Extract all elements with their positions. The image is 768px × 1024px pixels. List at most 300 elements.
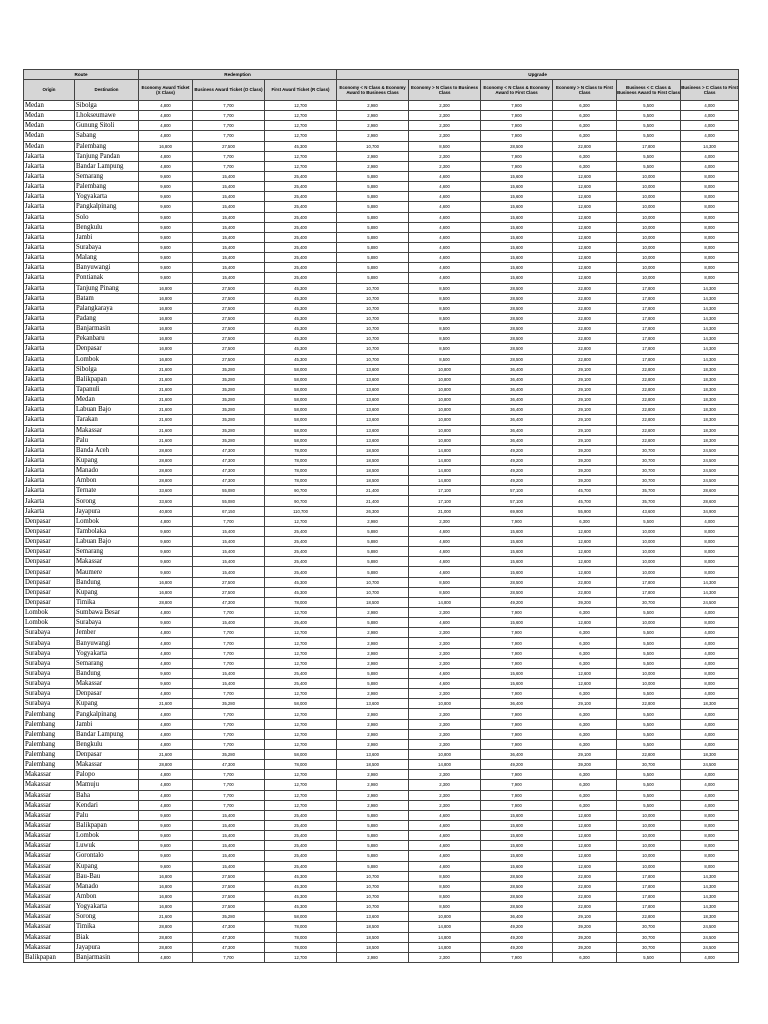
miles-cell: 78,000: [265, 597, 337, 607]
miles-cell: 17,800: [617, 902, 681, 912]
origin-cell: Denpasar: [24, 587, 75, 597]
miles-cell: 4,600: [409, 232, 481, 242]
miles-cell: 22,800: [617, 699, 681, 709]
miles-cell: 4,600: [409, 851, 481, 861]
miles-cell: 21,600: [139, 415, 193, 425]
miles-cell: 12,700: [265, 800, 337, 810]
table-row: [24, 395, 739, 405]
miles-cell: 8,500: [409, 587, 481, 597]
miles-cell: 6,300: [553, 729, 617, 739]
table-row: [24, 212, 739, 222]
miles-cell: 22,800: [617, 912, 681, 922]
destination-cell: Kendari: [75, 800, 139, 810]
miles-cell: 4,800: [139, 719, 193, 729]
miles-cell: 7,700: [193, 800, 265, 810]
miles-cell: 5,500: [617, 131, 681, 141]
miles-cell: 24,500: [681, 466, 739, 476]
miles-cell: 22,800: [553, 577, 617, 587]
table-row: [24, 405, 739, 415]
miles-cell: 14,300: [681, 283, 739, 293]
miles-cell: 45,300: [265, 344, 337, 354]
miles-cell: 12,700: [265, 151, 337, 161]
miles-cell: 12,700: [265, 790, 337, 800]
miles-cell: 15,600: [481, 851, 553, 861]
miles-cell: 13,600: [337, 750, 409, 760]
destination-cell: Gunung Sitoli: [75, 121, 139, 131]
miles-cell: 25,400: [265, 831, 337, 841]
origin-cell: Palembang: [24, 750, 75, 760]
table-row: [24, 516, 739, 526]
origin-cell: Surabaya: [24, 689, 75, 699]
miles-cell: 5,500: [617, 739, 681, 749]
miles-cell: 2,980: [337, 719, 409, 729]
miles-cell: 5,880: [337, 222, 409, 232]
miles-cell: 58,000: [265, 384, 337, 394]
table-row: [24, 344, 739, 354]
miles-cell: 16,800: [139, 902, 193, 912]
col-header-eco-high-to-business: Economy > N Class to Business Class: [409, 80, 481, 101]
miles-cell: 2,980: [337, 638, 409, 648]
miles-cell: 21,600: [139, 699, 193, 709]
miles-cell: 9,600: [139, 547, 193, 557]
miles-cell: 49,200: [481, 597, 553, 607]
miles-cell: 14,800: [409, 760, 481, 770]
table-row: [24, 273, 739, 283]
table-row: [24, 445, 739, 455]
table-row: [24, 384, 739, 394]
miles-cell: 5,500: [617, 121, 681, 131]
miles-cell: 24,500: [681, 445, 739, 455]
miles-cell: 36,400: [481, 435, 553, 445]
destination-cell: Bandar Lampung: [75, 161, 139, 171]
miles-cell: 45,300: [265, 303, 337, 313]
miles-cell: 10,700: [337, 303, 409, 313]
miles-cell: 8,500: [409, 334, 481, 344]
miles-cell: 12,600: [553, 212, 617, 222]
miles-cell: 4,600: [409, 263, 481, 273]
miles-cell: 39,200: [553, 445, 617, 455]
miles-cell: 28,500: [481, 354, 553, 364]
col-header-economy-award: Economy Award Ticket (X Class): [139, 80, 193, 101]
miles-cell: 4,600: [409, 253, 481, 263]
miles-cell: 6,300: [553, 608, 617, 618]
miles-cell: 9,600: [139, 171, 193, 181]
miles-cell: 35,280: [193, 912, 265, 922]
miles-cell: 21,600: [139, 750, 193, 760]
table-row: [24, 729, 739, 739]
miles-cell: 10,000: [617, 810, 681, 820]
destination-cell: Denpasar: [75, 750, 139, 760]
miles-cell: 25,400: [265, 810, 337, 820]
miles-cell: 35,280: [193, 699, 265, 709]
table-row: [24, 831, 739, 841]
miles-cell: 7,700: [193, 638, 265, 648]
miles-cell: 36,400: [481, 912, 553, 922]
miles-cell: 10,000: [617, 618, 681, 628]
miles-cell: 4,000: [681, 780, 739, 790]
miles-cell: 6,300: [553, 516, 617, 526]
miles-cell: 35,700: [617, 486, 681, 496]
miles-cell: 6,300: [553, 131, 617, 141]
miles-cell: 18,500: [337, 597, 409, 607]
miles-cell: 8,500: [409, 313, 481, 323]
miles-cell: 7,900: [481, 709, 553, 719]
miles-cell: 6,300: [553, 648, 617, 658]
miles-cell: 15,400: [193, 526, 265, 536]
destination-cell: Ternate: [75, 486, 139, 496]
miles-cell: 10,800: [409, 425, 481, 435]
miles-cell: 15,600: [481, 668, 553, 678]
miles-cell: 12,600: [553, 861, 617, 871]
table-row: [24, 101, 739, 111]
miles-cell: 15,600: [481, 861, 553, 871]
origin-cell: Makassar: [24, 810, 75, 820]
miles-cell: 7,900: [481, 151, 553, 161]
table-row: [24, 242, 739, 252]
miles-cell: 28,800: [139, 922, 193, 932]
table-row: [24, 455, 739, 465]
miles-cell: 110,700: [265, 506, 337, 516]
miles-cell: 35,280: [193, 405, 265, 415]
miles-cell: 10,000: [617, 526, 681, 536]
miles-cell: 8,000: [681, 668, 739, 678]
miles-cell: 14,300: [681, 902, 739, 912]
destination-cell: Jambi: [75, 232, 139, 242]
miles-cell: 5,880: [337, 212, 409, 222]
table-row: [24, 506, 739, 516]
destination-cell: Jember: [75, 628, 139, 638]
miles-cell: 7,700: [193, 101, 265, 111]
miles-cell: 28,500: [481, 283, 553, 293]
miles-cell: 2,300: [409, 780, 481, 790]
miles-cell: 28,500: [481, 902, 553, 912]
miles-cell: 45,300: [265, 354, 337, 364]
miles-cell: 10,000: [617, 841, 681, 851]
miles-cell: 8,000: [681, 537, 739, 547]
miles-cell: 55,900: [553, 506, 617, 516]
miles-cell: 21,600: [139, 374, 193, 384]
miles-cell: 7,700: [193, 111, 265, 121]
miles-cell: 25,400: [265, 212, 337, 222]
miles-cell: 8,500: [409, 141, 481, 151]
miles-cell: 49,200: [481, 942, 553, 952]
miles-cell: 16,800: [139, 293, 193, 303]
miles-cell: 27,500: [193, 587, 265, 597]
award-chart-sheet: [23, 69, 739, 963]
miles-cell: 25,400: [265, 567, 337, 577]
miles-cell: 10,700: [337, 577, 409, 587]
miles-cell: 57,100: [481, 496, 553, 506]
miles-cell: 8,000: [681, 679, 739, 689]
origin-cell: Jakarta: [24, 374, 75, 384]
miles-cell: 15,600: [481, 253, 553, 263]
miles-cell: 17,800: [617, 283, 681, 293]
destination-cell: Ambon: [75, 891, 139, 901]
miles-cell: 58,000: [265, 699, 337, 709]
miles-cell: 39,200: [553, 922, 617, 932]
table-row: [24, 668, 739, 678]
table-row: [24, 111, 739, 121]
table-row: [24, 526, 739, 536]
miles-cell: 36,400: [481, 405, 553, 415]
miles-cell: 15,600: [481, 526, 553, 536]
miles-cell: 6,300: [553, 151, 617, 161]
destination-cell: Bandung: [75, 577, 139, 587]
table-row: [24, 739, 739, 749]
miles-cell: 12,600: [553, 222, 617, 232]
destination-cell: Makassar: [75, 679, 139, 689]
miles-cell: 10,000: [617, 212, 681, 222]
origin-cell: Makassar: [24, 790, 75, 800]
miles-cell: 25,400: [265, 537, 337, 547]
miles-cell: 22,800: [553, 344, 617, 354]
origin-cell: Denpasar: [24, 526, 75, 536]
miles-cell: 5,500: [617, 101, 681, 111]
miles-cell: 10,800: [409, 415, 481, 425]
miles-cell: 58,000: [265, 425, 337, 435]
miles-cell: 21,600: [139, 435, 193, 445]
miles-cell: 10,800: [409, 699, 481, 709]
miles-cell: 15,600: [481, 820, 553, 830]
miles-cell: 5,500: [617, 729, 681, 739]
destination-cell: Sibolga: [75, 364, 139, 374]
miles-cell: 24,500: [681, 476, 739, 486]
miles-cell: 28,600: [681, 496, 739, 506]
miles-cell: 35,280: [193, 435, 265, 445]
miles-cell: 2,300: [409, 648, 481, 658]
miles-cell: 15,400: [193, 831, 265, 841]
miles-cell: 28,500: [481, 891, 553, 901]
miles-cell: 2,300: [409, 770, 481, 780]
origin-cell: Jakarta: [24, 202, 75, 212]
miles-cell: 2,980: [337, 628, 409, 638]
table-row: [24, 902, 739, 912]
miles-cell: 4,000: [681, 648, 739, 658]
destination-cell: Manado: [75, 466, 139, 476]
miles-cell: 10,000: [617, 547, 681, 557]
miles-cell: 17,800: [617, 587, 681, 597]
miles-cell: 9,600: [139, 567, 193, 577]
miles-cell: 45,300: [265, 891, 337, 901]
miles-cell: 45,300: [265, 283, 337, 293]
miles-cell: 36,400: [481, 395, 553, 405]
miles-cell: 36,400: [481, 425, 553, 435]
miles-cell: 4,600: [409, 810, 481, 820]
miles-cell: 47,300: [193, 445, 265, 455]
miles-cell: 17,800: [617, 881, 681, 891]
miles-cell: 12,600: [553, 263, 617, 273]
origin-cell: Jakarta: [24, 232, 75, 242]
miles-cell: 2,300: [409, 638, 481, 648]
miles-cell: 12,600: [553, 171, 617, 181]
miles-cell: 4,600: [409, 557, 481, 567]
destination-cell: Yogyakarta: [75, 902, 139, 912]
miles-cell: 8,000: [681, 263, 739, 273]
miles-cell: 21,400: [337, 486, 409, 496]
miles-cell: 12,700: [265, 121, 337, 131]
miles-cell: 8,000: [681, 192, 739, 202]
miles-cell: 25,400: [265, 202, 337, 212]
table-row: [24, 709, 739, 719]
miles-cell: 13,600: [337, 699, 409, 709]
miles-cell: 10,800: [409, 384, 481, 394]
miles-cell: 24,500: [681, 760, 739, 770]
miles-cell: 5,500: [617, 516, 681, 526]
miles-cell: 7,900: [481, 648, 553, 658]
miles-cell: 14,300: [681, 324, 739, 334]
miles-cell: 29,100: [553, 405, 617, 415]
miles-cell: 13,600: [337, 384, 409, 394]
destination-cell: Kupang: [75, 587, 139, 597]
origin-cell: Makassar: [24, 902, 75, 912]
miles-cell: 29,100: [553, 912, 617, 922]
miles-cell: 39,200: [553, 932, 617, 942]
miles-cell: 13,600: [337, 912, 409, 922]
miles-cell: 25,400: [265, 242, 337, 252]
destination-cell: Luwuk: [75, 841, 139, 851]
miles-cell: 27,500: [193, 881, 265, 891]
miles-cell: 49,200: [481, 760, 553, 770]
miles-cell: 12,600: [553, 618, 617, 628]
miles-cell: 21,600: [139, 395, 193, 405]
miles-cell: 28,500: [481, 587, 553, 597]
destination-cell: Surabaya: [75, 242, 139, 252]
miles-cell: 24,500: [681, 932, 739, 942]
miles-cell: 4,600: [409, 526, 481, 536]
miles-cell: 16,800: [139, 334, 193, 344]
miles-cell: 5,500: [617, 648, 681, 658]
miles-cell: 15,400: [193, 242, 265, 252]
group-header-route: Route: [24, 70, 139, 80]
miles-cell: 14,800: [409, 476, 481, 486]
miles-cell: 8,000: [681, 242, 739, 252]
origin-cell: Jakarta: [24, 212, 75, 222]
destination-cell: Makassar: [75, 557, 139, 567]
miles-cell: 15,400: [193, 537, 265, 547]
destination-cell: Lombok: [75, 516, 139, 526]
destination-cell: Lombok: [75, 354, 139, 364]
miles-cell: 10,000: [617, 171, 681, 181]
miles-cell: 15,600: [481, 537, 553, 547]
miles-cell: 7,900: [481, 689, 553, 699]
miles-cell: 8,000: [681, 212, 739, 222]
destination-cell: Yogyakarta: [75, 192, 139, 202]
miles-cell: 4,000: [681, 638, 739, 648]
miles-cell: 18,300: [681, 750, 739, 760]
miles-cell: 27,500: [193, 324, 265, 334]
miles-cell: 7,900: [481, 161, 553, 171]
miles-cell: 2,980: [337, 780, 409, 790]
origin-cell: Jakarta: [24, 324, 75, 334]
miles-cell: 5,500: [617, 111, 681, 121]
miles-cell: 4,000: [681, 689, 739, 699]
table-row: [24, 760, 739, 770]
table-row: [24, 851, 739, 861]
miles-cell: 12,600: [553, 547, 617, 557]
miles-cell: 9,600: [139, 253, 193, 263]
miles-cell: 14,300: [681, 881, 739, 891]
destination-cell: Tapanuli: [75, 384, 139, 394]
miles-cell: 7,700: [193, 719, 265, 729]
miles-cell: 5,500: [617, 658, 681, 668]
miles-cell: 28,500: [481, 324, 553, 334]
miles-cell: 9,600: [139, 182, 193, 192]
origin-cell: Jakarta: [24, 476, 75, 486]
miles-cell: 35,700: [617, 496, 681, 506]
miles-cell: 7,900: [481, 516, 553, 526]
destination-cell: Bandung: [75, 668, 139, 678]
miles-cell: 12,600: [553, 242, 617, 252]
miles-cell: 4,600: [409, 679, 481, 689]
miles-cell: 13,600: [337, 425, 409, 435]
table-row: [24, 182, 739, 192]
origin-cell: Jakarta: [24, 486, 75, 496]
miles-cell: 2,300: [409, 739, 481, 749]
miles-cell: 7,900: [481, 121, 553, 131]
miles-cell: 10,000: [617, 253, 681, 263]
miles-cell: 4,000: [681, 790, 739, 800]
destination-cell: Balikpapan: [75, 820, 139, 830]
origin-cell: Jakarta: [24, 466, 75, 476]
miles-cell: 12,600: [553, 182, 617, 192]
miles-cell: 5,880: [337, 679, 409, 689]
miles-cell: 25,400: [265, 232, 337, 242]
miles-cell: 18,500: [337, 922, 409, 932]
miles-cell: 4,600: [409, 547, 481, 557]
miles-cell: 5,500: [617, 151, 681, 161]
miles-cell: 45,300: [265, 871, 337, 881]
destination-cell: Sabang: [75, 131, 139, 141]
miles-cell: 12,600: [553, 831, 617, 841]
destination-cell: Jayapura: [75, 942, 139, 952]
miles-cell: 5,880: [337, 232, 409, 242]
miles-cell: 15,600: [481, 242, 553, 252]
miles-cell: 25,400: [265, 557, 337, 567]
miles-cell: 12,600: [553, 232, 617, 242]
miles-cell: 7,700: [193, 608, 265, 618]
miles-cell: 24,500: [681, 597, 739, 607]
miles-cell: 12,600: [553, 841, 617, 851]
miles-cell: 5,880: [337, 263, 409, 273]
miles-cell: 27,500: [193, 283, 265, 293]
miles-cell: 4,800: [139, 111, 193, 121]
col-header-eco-low-to-first: Economy < N Class & Economy Award to First Class: [481, 80, 553, 101]
miles-cell: 18,500: [337, 455, 409, 465]
origin-cell: Jakarta: [24, 334, 75, 344]
miles-cell: 2,980: [337, 770, 409, 780]
miles-cell: 4,000: [681, 608, 739, 618]
miles-cell: 45,700: [553, 486, 617, 496]
miles-cell: 58,000: [265, 750, 337, 760]
miles-cell: 4,800: [139, 790, 193, 800]
miles-cell: 15,400: [193, 810, 265, 820]
miles-cell: 4,800: [139, 952, 193, 962]
miles-cell: 12,600: [553, 192, 617, 202]
table-row: [24, 871, 739, 881]
miles-cell: 7,700: [193, 658, 265, 668]
miles-cell: 22,800: [553, 881, 617, 891]
miles-cell: 4,800: [139, 516, 193, 526]
miles-cell: 7,700: [193, 628, 265, 638]
miles-cell: 8,500: [409, 354, 481, 364]
miles-cell: 8,500: [409, 891, 481, 901]
table-row: [24, 283, 739, 293]
origin-cell: Jakarta: [24, 303, 75, 313]
miles-cell: 10,000: [617, 273, 681, 283]
destination-cell: Padang: [75, 313, 139, 323]
miles-cell: 47,300: [193, 597, 265, 607]
origin-cell: Makassar: [24, 820, 75, 830]
